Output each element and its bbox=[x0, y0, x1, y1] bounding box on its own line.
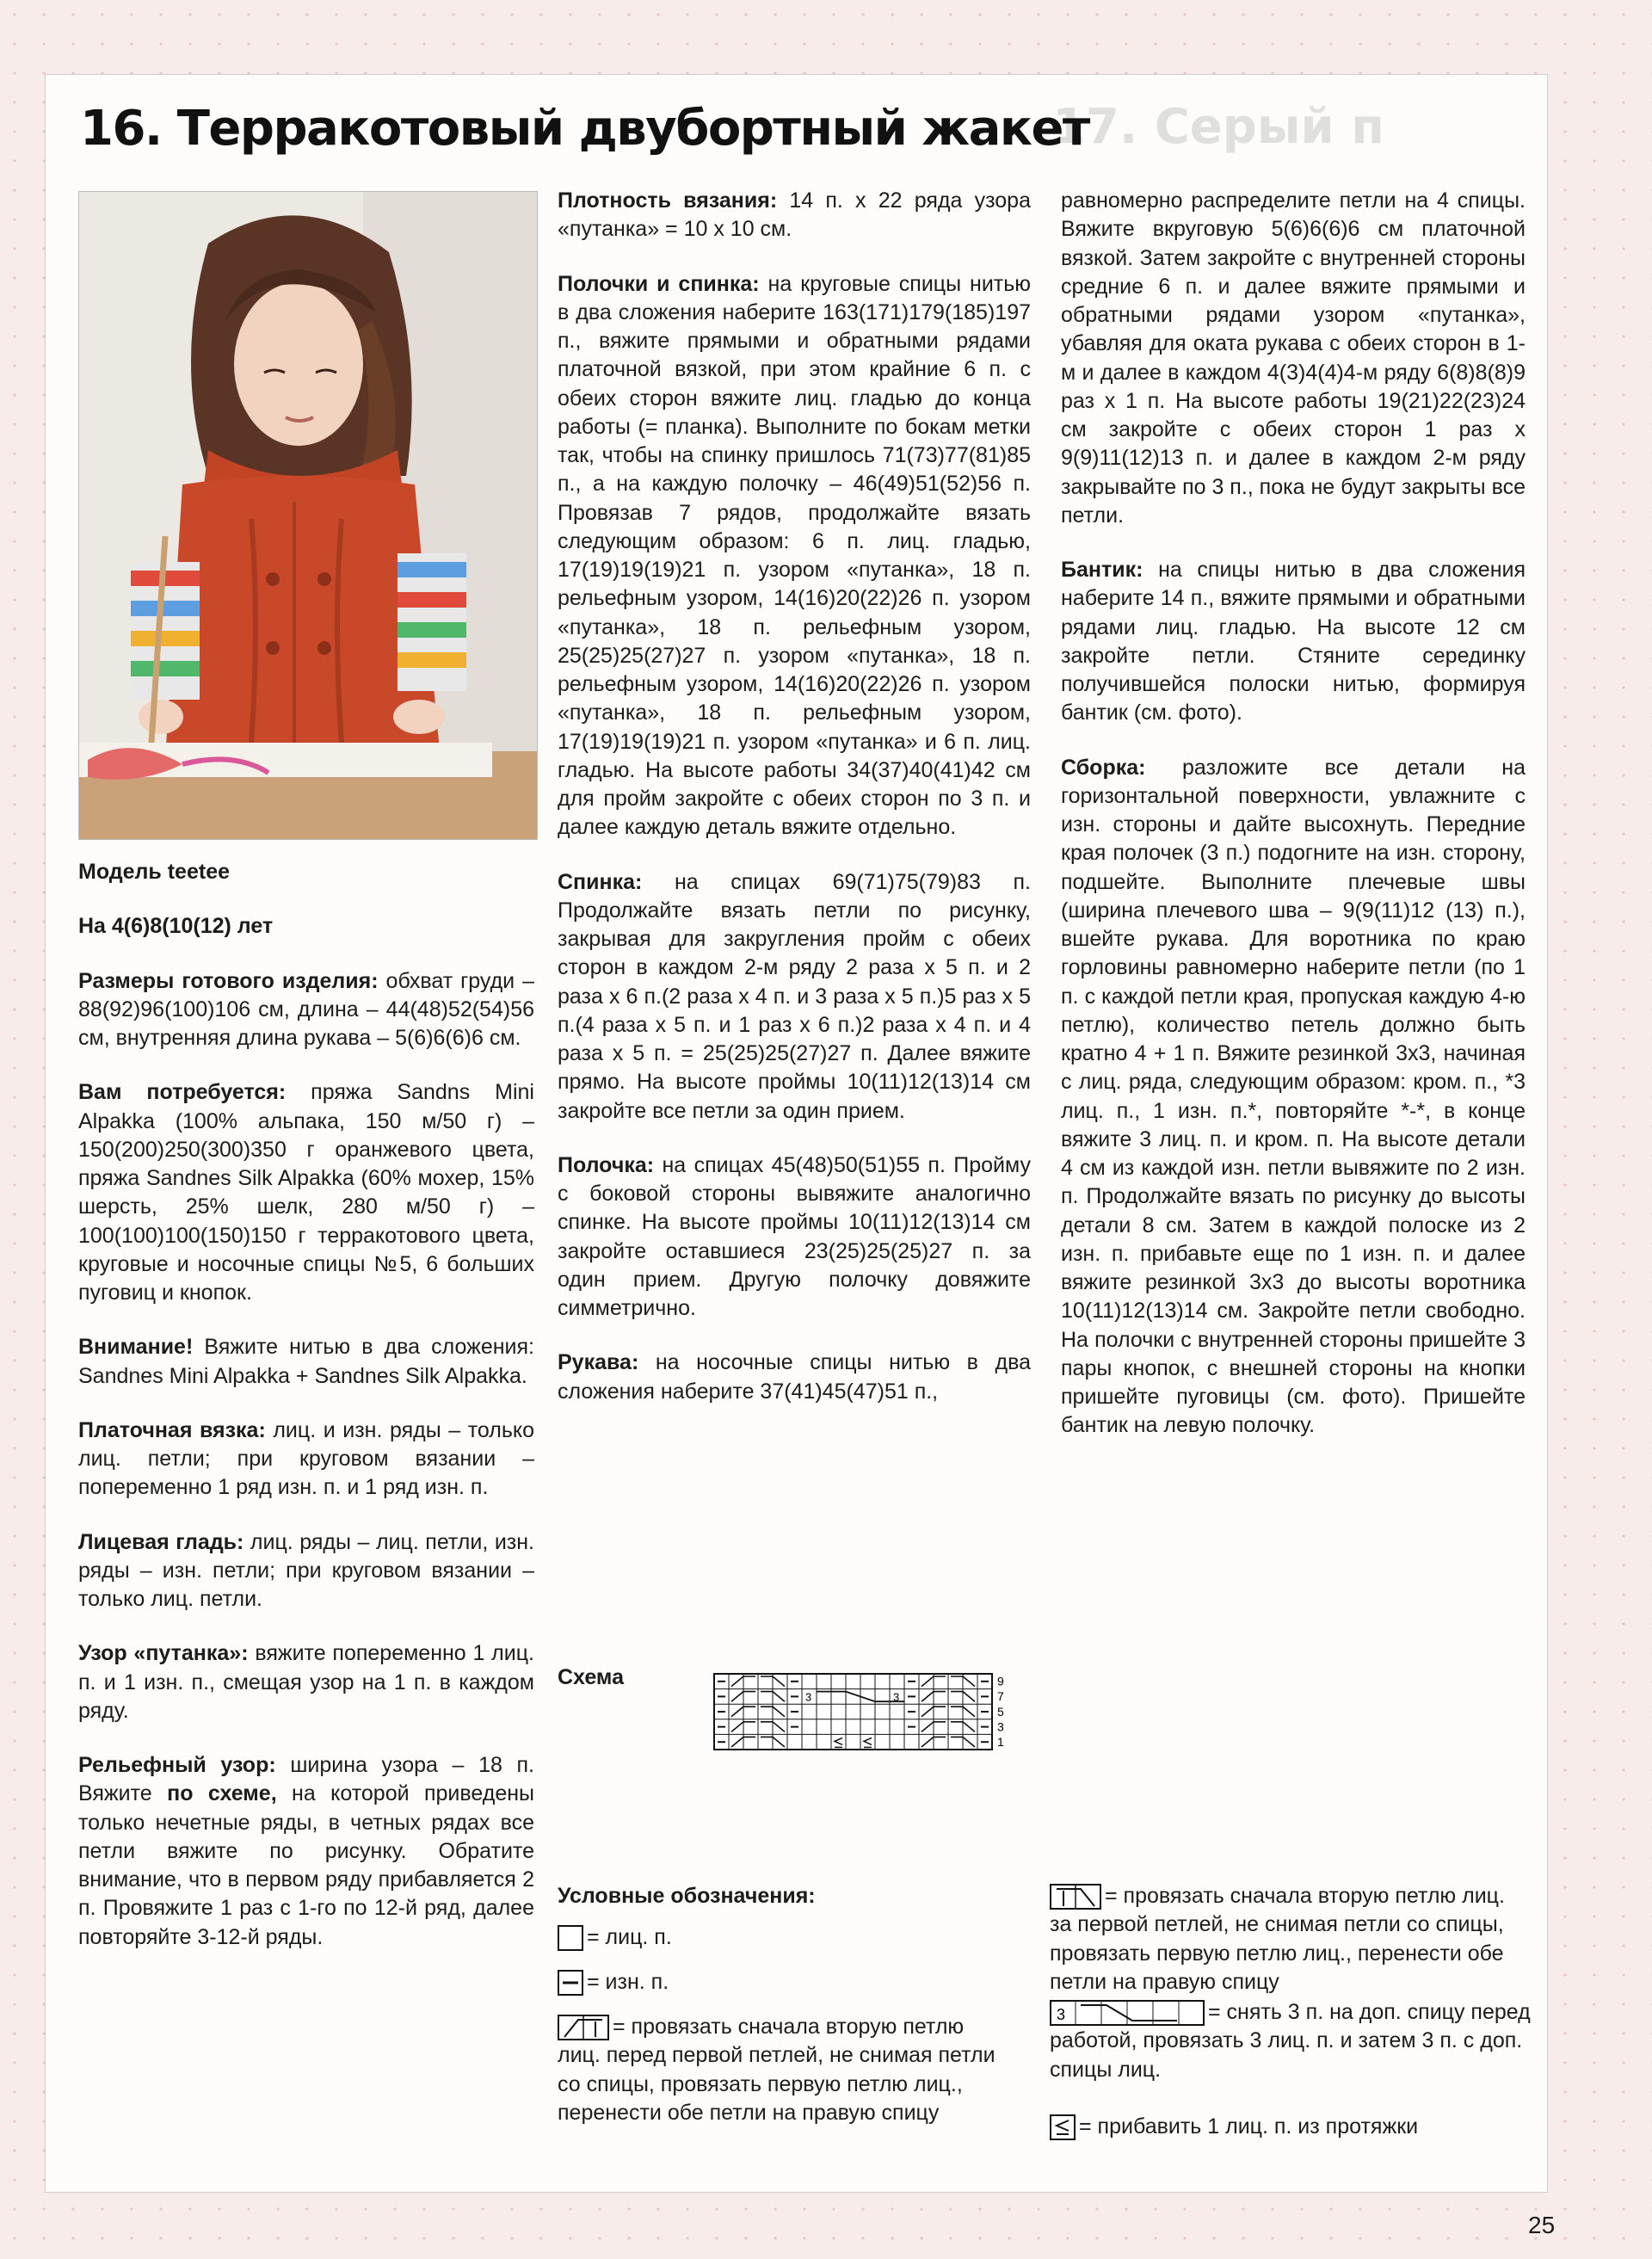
schema-grid bbox=[712, 1672, 1194, 1818]
bow-heading: Бантик: bbox=[1061, 558, 1143, 582]
sizes-paragraph bbox=[78, 967, 534, 1053]
page-title: 16. Терракотовый двубортный жакет bbox=[80, 101, 1089, 157]
sizes-text: обхват груди – 88(92)96(100)106 см, длина – 44(48)52(54)56 см, внутренняя длина рукава – 5(6)6(6)6 см. bbox=[78, 968, 534, 1050]
knit-symbol-icon bbox=[558, 1925, 583, 1951]
attention-text: Вяжите нитью в два сложения: Sandnes Mini Alpakka + Sandnes Silk Alpakka. bbox=[78, 1335, 534, 1388]
magazine-page bbox=[45, 74, 1548, 2193]
cable3-count: 3 bbox=[1057, 2006, 1066, 2024]
fronts-back-heading: Полочки и спинка: bbox=[558, 271, 760, 296]
cross-left-symbol-icon bbox=[558, 2015, 609, 2040]
column-3 bbox=[1061, 187, 1526, 1466]
stockinette-paragraph bbox=[78, 1528, 534, 1614]
row-number: 3 bbox=[997, 1719, 1004, 1734]
front-paragraph bbox=[558, 1151, 1031, 1324]
relief-paragraph bbox=[78, 1751, 534, 1952]
cable3-symbol-icon bbox=[1050, 2000, 1205, 2026]
moss-paragraph bbox=[78, 1639, 534, 1725]
row-labels bbox=[997, 1675, 1004, 1749]
sizes-heading: Размеры готового изделия: bbox=[78, 968, 379, 993]
stockinette-heading: Лицевая гладь: bbox=[78, 1529, 244, 1554]
sleeves-continued: равномерно распределите петли на 4 спицы. Вяжите вкруговую 5(6)6(6)6 см платочной вязкой. Затем закройте с внутренней стороны средние 6 п. и далее вяжите прямыми и обратными рядами узором «путанка», убавляя для оката рукава с обеих сторон в 1-м и далее в каждом 4(3)4(4)4-м ряду 6(8)8(8)9 раз х 1 п. На высоте работы 19(21)22(23)24 см закройте с обеих сторон 1 раз х 9(9)11(12)13 п. и далее в каждом 2-м ряду закрывайте по 3 п., пока не будут закрыты все петли. bbox=[1061, 188, 1526, 528]
grid-lines bbox=[714, 1674, 992, 1750]
page-number: 25 bbox=[1528, 2212, 1556, 2238]
relief-text-1: ширина узора – 18 п. Вяжите bbox=[78, 1753, 535, 1806]
cable-count-right: 3 bbox=[893, 1690, 900, 1704]
legend-cross-left bbox=[558, 2013, 1005, 2127]
legend-purl bbox=[558, 1968, 1005, 1997]
row-number: 9 bbox=[997, 1674, 1004, 1688]
assembly-heading: Сборка: bbox=[1061, 755, 1146, 780]
attention-heading: Внимание! bbox=[78, 1335, 194, 1360]
legend-title: Условные обозначения: bbox=[558, 1884, 816, 1908]
photo-girl-jacket bbox=[78, 191, 538, 840]
row-number: 7 bbox=[997, 1689, 1004, 1704]
sleeves-heading: Рукава: bbox=[558, 1350, 639, 1375]
legend-knit-text: = лиц. п. bbox=[587, 1925, 672, 1949]
knitting-schema bbox=[558, 1665, 1418, 1855]
increase-symbol-icon bbox=[1050, 2114, 1076, 2140]
materials-heading: Вам потребуется: bbox=[78, 1080, 287, 1105]
relief-heading: Рельефный узор: bbox=[78, 1753, 276, 1777]
model-label: Модель teetee bbox=[78, 860, 231, 884]
legend-cross-right-text: = провязать сначала вторую петлю лиц. за первой петлей, не снимая петли со спицы, провязать первую петлю лиц., перенести обе петли на правую спицу bbox=[1050, 1884, 1505, 1994]
row-number: 5 bbox=[997, 1704, 1004, 1719]
adjacent-article-title: 17. Серый п bbox=[1052, 99, 1384, 155]
sleeves-text: на носочные спицы нитью в два сложения наберите 37(41)45(47)51 п., bbox=[558, 1350, 1031, 1404]
schema-label: Схема bbox=[558, 1665, 624, 1689]
legend-cross-left-text: = провязать сначала вторую петлю лиц. перед первой петлей, не снимая петли со спицы, провязать первую петлю лиц., перенести обе петли на правую спицу bbox=[558, 2015, 996, 2125]
legend-cable3-text: = снять 3 п. на доп. спицу перед работой, провязать 3 лиц. п. и затем 3 п. с доп. спицы лиц. bbox=[1050, 2000, 1531, 2082]
age-range bbox=[78, 912, 534, 941]
bow-paragraph bbox=[1061, 556, 1526, 728]
back-heading: Спинка: bbox=[558, 869, 643, 894]
purl-symbol-icon bbox=[558, 1970, 583, 1996]
age-label: На 4(6)8(10(12) лет bbox=[78, 914, 274, 939]
legend-cable3 bbox=[1050, 1998, 1532, 2084]
stockinette-text: лиц. ряды – лиц. петли, изн. ряды – изн. петли; при круговом вязании – только лиц. петли. bbox=[78, 1529, 535, 1611]
back-text: на спицах 69(71)75(79)83 п. Продолжайте вязать петли по рисунку, закрывая для закругления пройм с обеих сторон в каждом 2-м ряду 2 раза х 5 п. и 2 раза х 6 п.(2 раза х 4 п. и 3 раза х 5 п.)5 раз х 5 п.(4 раза х 5 п. и 1 раз х 6 п.)2 раза х 4 п. и 4 раза х 5 п. = 25(25)25(27)27 п. Далее вяжите прямо. На высоте проймы 10(11)12(13)14 см закройте все петли за один прием. bbox=[558, 869, 1031, 1123]
density-text: 14 п. х 22 ряда узора «путанка» = 10 х 10 см. bbox=[558, 188, 1031, 242]
moss-heading: Узор «путанка»: bbox=[78, 1641, 249, 1666]
relief-bold: по схеме, bbox=[167, 1781, 277, 1806]
attention-paragraph bbox=[78, 1333, 534, 1391]
legend-purl-text: = изн. п. bbox=[587, 1970, 669, 1994]
bow-text: на спицы нитью в два сложения наберите 14 п., вяжите прямыми и обратными рядами лиц. гладью. На высоте 12 см закройте петли. Стяните серединку получившейся полоски нитью, формируя бантик (см. фото). bbox=[1061, 558, 1526, 725]
grid-frame bbox=[714, 1674, 992, 1750]
front-text: на спицах 45(48)50(51)55 п. Пройму с боковой стороны вывяжите аналогично спинке. На высоте проймы 10(11)12(13)14 см закройте оставшиеся 23(25)25(25)27 п. за один прием. Другую полочку довяжите симметрично. bbox=[558, 1152, 1031, 1320]
fronts-back-paragraph bbox=[558, 270, 1031, 842]
materials-paragraph bbox=[78, 1078, 534, 1307]
column-2 bbox=[558, 187, 1031, 1432]
fronts-back-text: на круговые спицы нитью в два сложения наберите 163(171)179(185)197 п., вяжите прямыми и обратными рядами платочной вязкой, при этом крайние 6 п. с обеих сторон вяжите лиц. гладью до конца работы (= планка). Выполните по бокам метки так, чтобы на спинку пришлось 71(73)77(81)85 п., а на каждую полочку – 46(49)51(52)56 п. Провязав 7 рядов, продолжайте вязать следующим образом: 6 п. лиц. гладью, 17(19)19(19)21 п. узором «путанка», 18 п. рельефным узором, 14(16)20(22)26 п. узором «путанка», 18 п. рельефным узором, 25(25)25(27)27 п. узором «путанка», 18 п. рельефным узором, 14(16)20(22)26 п. узором «путанка», 18 п. рельефным узором, 17(19)19(19)21 п. узором «путанка» и 6 п. лиц. гладью. На высоте работы 34(37)40(41)42 см для пройм закройте с обеих сторон по 3 п. и далее каждую деталь вяжите отдельно. bbox=[558, 271, 1032, 840]
relief-text-2: на которой приведены только нечетные ряды, в четных рядах все петли вяжите по рисунку. Обратите внимание, что в первом ряду прибавляется 2 п. Провяжите 1 раз с 1-го по 12-й ряд, далее повторяйте 3-12-й ряды. bbox=[78, 1781, 534, 1949]
legend-increase-text: = прибавить 1 лиц. п. из протяжки bbox=[1079, 2114, 1419, 2139]
assembly-text: разложите все детали на горизонтальной поверхности, увлажните с изн. стороны и дайте высохнуть. Передние края полочек (3 п.) подогните на изн. сторону, подшейте. Выполните плечевые швы (ширина плечевого шва – 9(9(11)12 (13) п.), вшейте рукава. Для воротника по краю горловины равномерно наберите петли (по 1 п. с каждой петли края, пропуская каждую 4-ю петлю), количество петель должно быть кратно 4 + 1 п. Вяжите резинкой 3х3, начиная с лиц. ряда, следующим образом: кром. п., *3 лиц. п., 1 изн. п.*, повторяйте *-*, в конце вяжите 3 лиц. п. и кром. п. На высоте детали 4 см из каждой изн. петли вывяжите по 2 изн. п. Продолжайте вязать по рисунку до высоты детали 8 см. Затем в каждой полоске из 2 изн. п. прибавьте еще по 1 изн. п. и далее вяжите резинкой 3х3 до высоты воротника 10(11)12(13)14 см. Закройте петли свободно. На полочки с внутренней стороны пришейте 3 пары кнопок, с внешней стороны на кнопки пришейте пуговицы (см. фото). Пришейте бантик на левую полочку. bbox=[1061, 755, 1526, 1438]
garter-text: лиц. и изн. ряды – только лиц. петли; при круговом вязании – попеременно 1 ряд изн. п. и 1 ряд изн. п. bbox=[78, 1417, 534, 1500]
legend-knit bbox=[558, 1923, 1005, 1952]
materials-text: пряжа Sandns Mini Alpakka (100% альпака, 150 м/50 г) – 150(200)250(300)350 г оранжевого цвета, пряжа Sandnes Silk Alpakka (60% мохер, 15% шерсть, 25% шелк, 280 м/50 г) – 100(100)100(150)150 г терракотового цвета, круговые и носочные спицы №5, 6 больших пуговиц и кнопок. bbox=[78, 1080, 534, 1305]
assembly-paragraph bbox=[1061, 754, 1526, 1441]
moss-text: вяжите попеременно 1 лиц. п. и 1 изн. п., смещая узор на 1 п. в каждом ряду. bbox=[78, 1641, 534, 1723]
sleeves-paragraph bbox=[558, 1349, 1031, 1406]
garter-paragraph bbox=[78, 1417, 534, 1503]
garter-heading: Платочная вязка: bbox=[78, 1417, 266, 1442]
legend bbox=[558, 1882, 1538, 2192]
legend-increase bbox=[1050, 2113, 1532, 2141]
front-heading: Полочка: bbox=[558, 1152, 655, 1177]
model-name bbox=[78, 858, 534, 886]
cross-right-symbol-icon bbox=[1050, 1884, 1101, 1910]
back-paragraph bbox=[558, 868, 1031, 1126]
legend-cross-right bbox=[1050, 1882, 1532, 1997]
row-number: 1 bbox=[997, 1735, 1004, 1749]
density-heading: Плотность вязания: bbox=[558, 188, 778, 213]
cable-count-left: 3 bbox=[805, 1690, 812, 1704]
density-paragraph bbox=[558, 187, 1031, 244]
column-1 bbox=[78, 858, 534, 1978]
